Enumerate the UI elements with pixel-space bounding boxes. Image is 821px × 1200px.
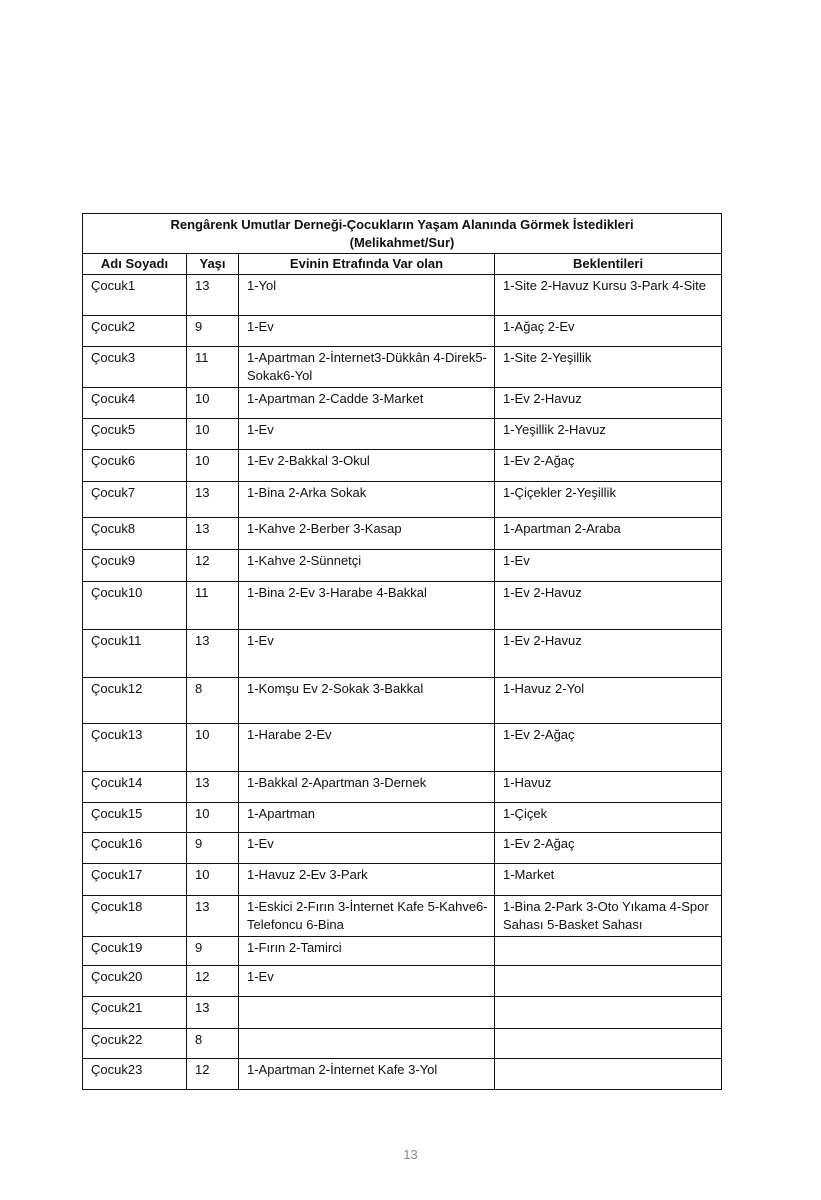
children-survey-table [82, 213, 722, 1090]
table-title-row [83, 214, 722, 254]
cell-expectations: 1-Ev 2-Havuz [495, 582, 722, 630]
table-row [83, 724, 722, 772]
header-environment: Evinin Etrafında Var olan [239, 254, 495, 275]
cell-environment: 1-Ev [239, 316, 495, 347]
cell-environment: 1-Komşu Ev 2-Sokak 3-Bakkal [239, 678, 495, 724]
cell-expectations: 1-Ev 2-Ağaç [495, 450, 722, 482]
table-row [83, 316, 722, 347]
cell-expectations: 1-Market [495, 864, 722, 896]
cell-environment: 1-Apartman 2-İnternet Kafe 3-Yol [239, 1059, 495, 1090]
cell-age: 10 [187, 724, 239, 772]
header-name: Adı Soyadı [83, 254, 187, 275]
cell-environment: 1-Kahve 2-Berber 3-Kasap [239, 518, 495, 550]
cell-environment [239, 997, 495, 1029]
table-header-row [83, 254, 722, 275]
table-row [83, 966, 722, 997]
cell-expectations [495, 966, 722, 997]
cell-environment: 1-Yol [239, 275, 495, 316]
header-expectations: Beklentileri [495, 254, 722, 275]
cell-environment: 1-Ev [239, 419, 495, 450]
cell-environment: 1-Bina 2-Ev 3-Harabe 4-Bakkal [239, 582, 495, 630]
cell-expectations [495, 937, 722, 966]
table-row [83, 678, 722, 724]
cell-name: Çocuk18 [83, 896, 187, 937]
cell-environment: 1-Eskici 2-Fırın 3-İnternet Kafe 5-Kahve6-Telefoncu 6-Bina [239, 896, 495, 937]
cell-name: Çocuk8 [83, 518, 187, 550]
cell-age: 12 [187, 1059, 239, 1090]
cell-name: Çocuk13 [83, 724, 187, 772]
cell-name: Çocuk14 [83, 772, 187, 803]
cell-name: Çocuk7 [83, 482, 187, 518]
cell-expectations: 1-Site 2-Havuz Kursu 3-Park 4-Site [495, 275, 722, 316]
cell-name: Çocuk1 [83, 275, 187, 316]
table-row [83, 275, 722, 316]
table-row [83, 937, 722, 966]
cell-age: 13 [187, 482, 239, 518]
cell-age: 13 [187, 896, 239, 937]
cell-age: 10 [187, 388, 239, 419]
cell-expectations: 1-Ağaç 2-Ev [495, 316, 722, 347]
cell-environment: 1-Havuz 2-Ev 3-Park [239, 864, 495, 896]
cell-expectations: 1-Yeşillik 2-Havuz [495, 419, 722, 450]
cell-environment [239, 1029, 495, 1059]
cell-expectations: 1-Çiçekler 2-Yeşillik [495, 482, 722, 518]
table-row [83, 550, 722, 582]
cell-age: 13 [187, 772, 239, 803]
table-row [83, 864, 722, 896]
cell-expectations [495, 1059, 722, 1090]
table-row [83, 518, 722, 550]
cell-age: 13 [187, 997, 239, 1029]
cell-expectations: 1-Havuz 2-Yol [495, 678, 722, 724]
cell-environment: 1-Ev [239, 966, 495, 997]
cell-expectations: 1-Çiçek [495, 803, 722, 833]
cell-name: Çocuk19 [83, 937, 187, 966]
cell-expectations: 1-Ev [495, 550, 722, 582]
cell-environment: 1-Ev [239, 630, 495, 678]
table-row [83, 419, 722, 450]
table-row [83, 388, 722, 419]
cell-name: Çocuk4 [83, 388, 187, 419]
cell-environment: 1-Apartman [239, 803, 495, 833]
cell-environment: 1-Harabe 2-Ev [239, 724, 495, 772]
table-row [83, 803, 722, 833]
cell-age: 8 [187, 1029, 239, 1059]
cell-age: 13 [187, 275, 239, 316]
cell-name: Çocuk22 [83, 1029, 187, 1059]
cell-name: Çocuk20 [83, 966, 187, 997]
cell-age: 12 [187, 550, 239, 582]
table-row [83, 833, 722, 864]
cell-age: 10 [187, 450, 239, 482]
table-row [83, 347, 722, 388]
cell-expectations: 1-Bina 2-Park 3-Oto Yıkama 4-Spor Sahası 5-Basket Sahası [495, 896, 722, 937]
cell-name: Çocuk23 [83, 1059, 187, 1090]
table-row [83, 630, 722, 678]
table-body [83, 275, 722, 1090]
cell-age: 12 [187, 966, 239, 997]
cell-name: Çocuk15 [83, 803, 187, 833]
cell-expectations [495, 997, 722, 1029]
cell-age: 13 [187, 630, 239, 678]
cell-expectations: 1-Ev 2-Ağaç [495, 833, 722, 864]
cell-age: 10 [187, 419, 239, 450]
table-row [83, 997, 722, 1029]
table-row [83, 482, 722, 518]
table-row [83, 582, 722, 630]
cell-environment: 1-Ev [239, 833, 495, 864]
cell-expectations: 1-Apartman 2-Araba [495, 518, 722, 550]
cell-expectations: 1-Havuz [495, 772, 722, 803]
cell-environment: 1-Apartman 2-İnternet3-Dükkân 4-Direk5-Sokak6-Yol [239, 347, 495, 388]
cell-age: 11 [187, 347, 239, 388]
cell-expectations: 1-Ev 2-Havuz [495, 388, 722, 419]
table-row [83, 896, 722, 937]
table-row [83, 450, 722, 482]
cell-age: 9 [187, 316, 239, 347]
cell-name: Çocuk10 [83, 582, 187, 630]
cell-age: 9 [187, 833, 239, 864]
cell-environment: 1-Apartman 2-Cadde 3-Market [239, 388, 495, 419]
cell-age: 13 [187, 518, 239, 550]
cell-name: Çocuk17 [83, 864, 187, 896]
cell-environment: 1-Fırın 2-Tamirci [239, 937, 495, 966]
cell-name: Çocuk21 [83, 997, 187, 1029]
cell-name: Çocuk11 [83, 630, 187, 678]
cell-expectations [495, 1029, 722, 1059]
cell-expectations: 1-Ev 2-Havuz [495, 630, 722, 678]
cell-name: Çocuk9 [83, 550, 187, 582]
cell-expectations: 1-Ev 2-Ağaç [495, 724, 722, 772]
cell-age: 9 [187, 937, 239, 966]
cell-environment: 1-Bakkal 2-Apartman 3-Dernek [239, 772, 495, 803]
cell-age: 10 [187, 864, 239, 896]
table-title-line-1: Rengârenk Umutlar Derneği-Çocukların Yaşam Alanında Görmek İstedikleri [170, 217, 634, 232]
cell-name: Çocuk2 [83, 316, 187, 347]
cell-name: Çocuk5 [83, 419, 187, 450]
table-row [83, 1029, 722, 1059]
cell-name: Çocuk6 [83, 450, 187, 482]
cell-environment: 1-Ev 2-Bakkal 3-Okul [239, 450, 495, 482]
cell-name: Çocuk12 [83, 678, 187, 724]
table-row [83, 772, 722, 803]
table-title [83, 214, 722, 254]
cell-name: Çocuk16 [83, 833, 187, 864]
cell-age: 10 [187, 803, 239, 833]
table-title-line-2: (Melikahmet/Sur) [349, 235, 455, 250]
cell-name: Çocuk3 [83, 347, 187, 388]
cell-expectations: 1-Site 2-Yeşillik [495, 347, 722, 388]
table-row [83, 1059, 722, 1090]
header-age: Yaşı [187, 254, 239, 275]
cell-age: 8 [187, 678, 239, 724]
page-number: 13 [403, 1147, 418, 1162]
cell-age: 11 [187, 582, 239, 630]
cell-environment: 1-Kahve 2-Sünnetçi [239, 550, 495, 582]
cell-environment: 1-Bina 2-Arka Sokak [239, 482, 495, 518]
